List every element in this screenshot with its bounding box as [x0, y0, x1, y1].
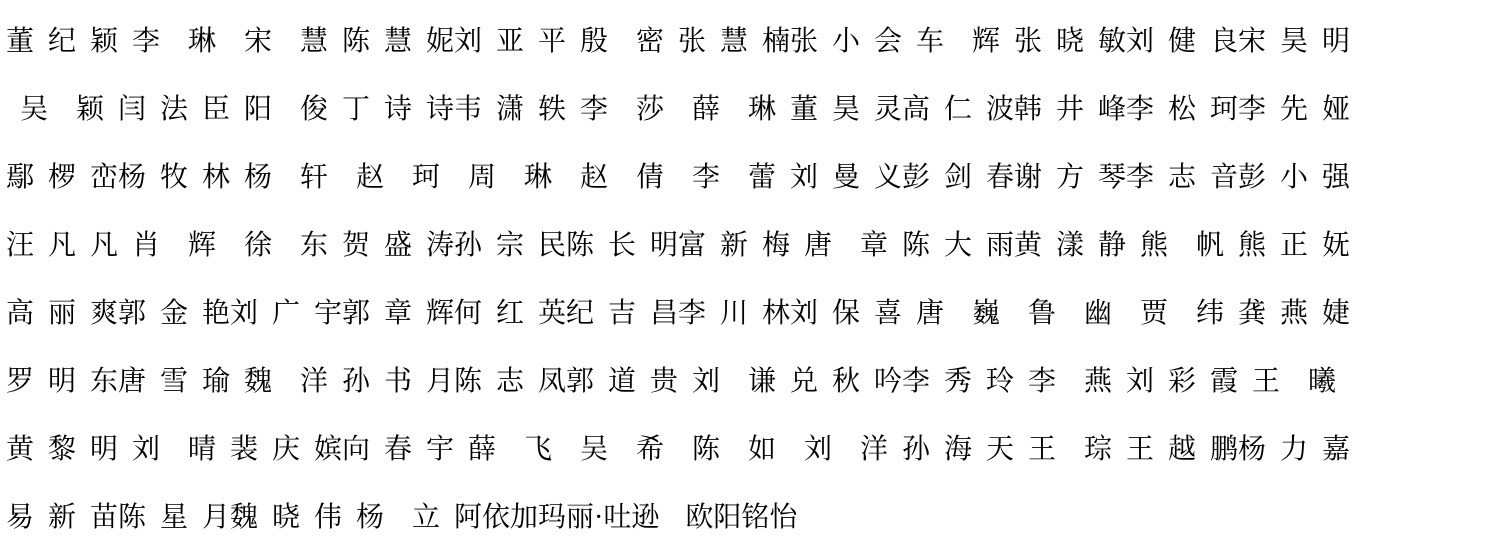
name-cell: 董纪颖 [6, 26, 118, 57]
name-cell: 高丽爽 [6, 298, 118, 329]
name-cell: 唐雪瑜 [118, 366, 230, 397]
name-cell: 李秀玲 [902, 366, 1014, 397]
name-cell: 李志音 [1126, 162, 1238, 193]
name-cell: 向春宇 [342, 434, 454, 465]
name-cell: 陈大雨 [902, 230, 1014, 261]
name-cell: 徐 东 [244, 230, 328, 261]
name-cell: 魏 洋 [244, 366, 328, 397]
name-cell: 纪吉昌 [566, 298, 678, 329]
name-row [6, 348, 1504, 416]
name-row [6, 8, 1504, 76]
name-cell: 李川林 [678, 298, 790, 329]
name-cell: 张慧楠 [678, 26, 790, 57]
name-cell: 熊 帆 [1140, 230, 1224, 261]
name-cell: 吴 希 [580, 434, 664, 465]
name-cell: 赵 珂 [356, 162, 440, 193]
name-row [6, 144, 1504, 212]
name-cell: 刘 洋 [804, 434, 888, 465]
name-cell: 鲁 幽 [1028, 298, 1112, 329]
name-cell: 谢方琴 [1014, 162, 1126, 193]
name-cell: 李 琳 [132, 26, 216, 57]
name-cell: 彭小强 [1238, 162, 1350, 193]
name-cell: 贾 纬 [1140, 298, 1224, 329]
name-cell: 孙宗民 [454, 230, 566, 261]
name-cell: 唐 巍 [916, 298, 1000, 329]
name-cell: 李先娅 [1238, 94, 1350, 125]
name-cell: 兑秋吟 [790, 366, 902, 397]
name-row [6, 280, 1504, 348]
name-cell: 黄黎明 [6, 434, 118, 465]
name-cell: 龚燕婕 [1238, 298, 1350, 329]
name-cell: 汪凡凡 [6, 230, 118, 261]
name-cell: 阳 俊 [244, 94, 328, 125]
name-cell: 宋昊明 [1238, 26, 1350, 57]
name-cell: 刘亚平 [454, 26, 566, 57]
name-cell: 孙书月 [342, 366, 454, 397]
name-cell: 陈长明 [566, 230, 678, 261]
name-cell: 李松珂 [1126, 94, 1238, 125]
name-cell: 陈 如 [692, 434, 776, 465]
name-cell: 肖 辉 [132, 230, 216, 261]
name-cell: 熊正妩 [1238, 230, 1350, 261]
name-cell: 郭道贵 [566, 366, 678, 397]
name-cell: 宋 慧 [244, 26, 328, 57]
name-cell: 殷 密 [580, 26, 664, 57]
name-cell: 张晓敏 [1014, 26, 1126, 57]
name-cell: 郭章辉 [342, 298, 454, 329]
name-cell: 车 辉 [916, 26, 1000, 57]
name-cell: 高仁波 [902, 94, 1014, 125]
name-cell: 吴 颖 [20, 94, 104, 125]
name-cell: 周 琳 [468, 162, 552, 193]
name-cell: 魏晓伟 [230, 502, 342, 533]
name-cell: 刘广宇 [230, 298, 342, 329]
name-cell: 何红英 [454, 298, 566, 329]
name-cell: 易新苗 [6, 502, 118, 533]
name-cell: 刘彩霞 [1126, 366, 1238, 397]
name-cell: 韦潇轶 [454, 94, 566, 125]
name-cell: 陈志凤 [454, 366, 566, 397]
name-cell: 郭金艳 [118, 298, 230, 329]
name-cell: 黄漾静 [1014, 230, 1126, 261]
name-cell: 薛 飞 [468, 434, 552, 465]
name-cell: 彭剑春 [902, 162, 1014, 193]
name-cell: 王越鹏 [1126, 434, 1238, 465]
name-cell: 陈慧妮 [342, 26, 454, 57]
name-row [6, 76, 1504, 144]
name-cell: 李 燕 [1028, 366, 1112, 397]
name-cell: 鄢椤峦 [6, 162, 118, 193]
name-row [6, 416, 1504, 484]
name-cell: 丁诗诗 [342, 94, 454, 125]
name-cell: 富新梅 [678, 230, 790, 261]
name-cell: 刘 谦 [692, 366, 776, 397]
name-cell: 李 蕾 [692, 162, 776, 193]
name-cell: 孙海天 [902, 434, 1014, 465]
name-cell: 刘 晴 [132, 434, 216, 465]
name-cell: 张小会 [790, 26, 902, 57]
name-cell: 董昊灵 [790, 94, 902, 125]
name-cell: 阿依加玛丽·吐逊 [454, 502, 660, 533]
name-cell: 杨牧林 [118, 162, 230, 193]
name-cell: 刘保喜 [790, 298, 902, 329]
name-cell: 陈星月 [118, 502, 230, 533]
name-cell: 王 曦 [1252, 366, 1336, 397]
name-cell: 王 琮 [1028, 434, 1112, 465]
name-row [6, 212, 1504, 280]
name-cell: 薛 琳 [692, 94, 776, 125]
name-row [6, 484, 1504, 552]
name-cell: 罗明东 [6, 366, 118, 397]
name-cell: 贺盛涛 [342, 230, 454, 261]
name-cell: 杨力嘉 [1238, 434, 1350, 465]
name-cell: 李 莎 [580, 94, 664, 125]
name-cell: 裴庆嫔 [230, 434, 342, 465]
name-cell: 刘健良 [1126, 26, 1238, 57]
name-cell: 欧阳铭怡 [685, 502, 798, 533]
name-cell: 刘曼义 [790, 162, 902, 193]
name-cell: 杨 轩 [244, 162, 328, 193]
name-cell: 杨 立 [356, 502, 440, 533]
name-cell: 闫法臣 [118, 94, 230, 125]
name-cell: 唐 章 [804, 230, 888, 261]
name-cell: 赵 倩 [580, 162, 664, 193]
name-cell: 韩井峰 [1014, 94, 1126, 125]
